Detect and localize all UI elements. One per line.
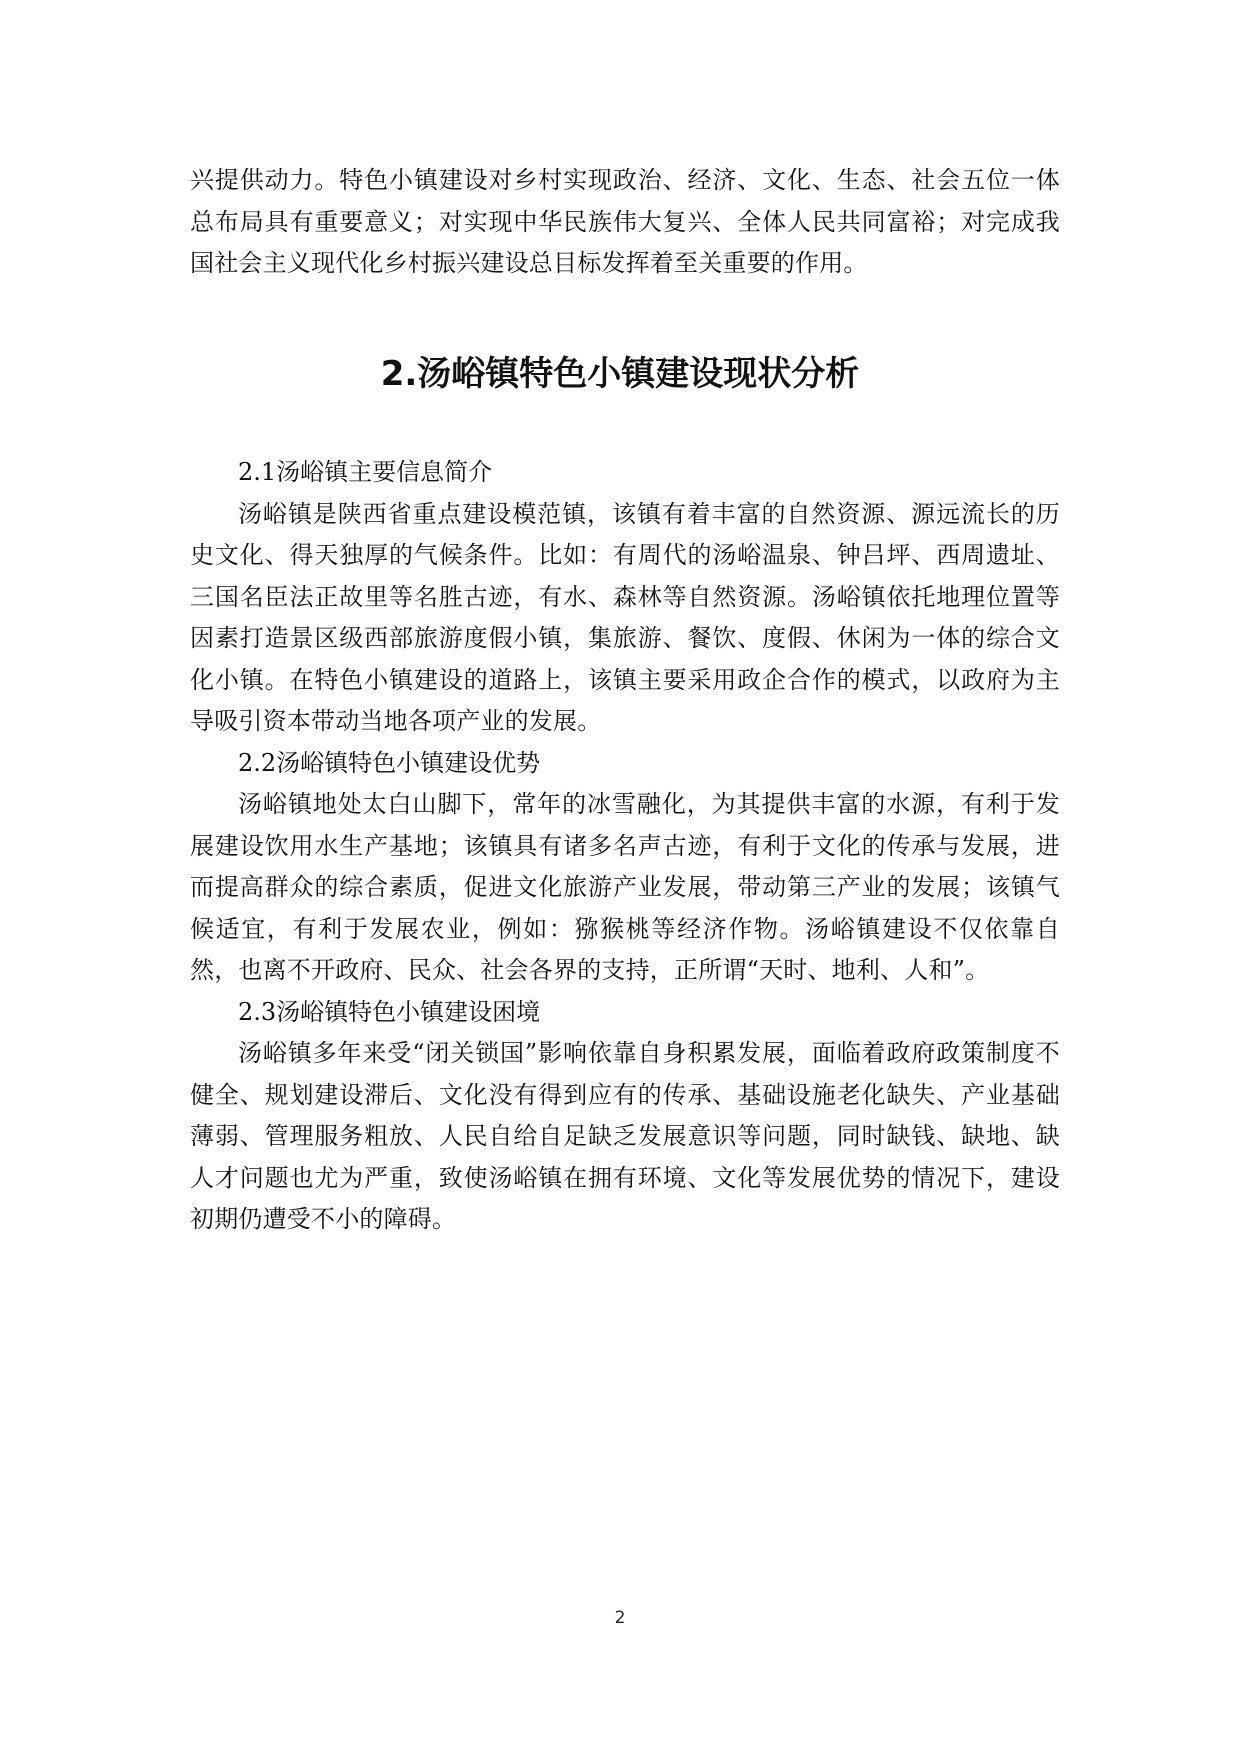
- subsection-heading-2-2: 2.2汤峪镇特色小镇建设优势: [238, 748, 541, 777]
- intro-paragraph: 兴提供动力。特色小镇建设对乡村实现政治、经济、文化、生态、社会五位一体总布局具有重要意义；对实现中华民族伟大复兴、全体人民共同富裕；对完成我国社会主义现代化乡村振兴建设总目标发挥着至关重要的作用。: [190, 166, 1060, 277]
- section-title: 2.汤峪镇特色小镇建设现状分析: [380, 354, 860, 394]
- subsection-heading-2-3: 2.3汤峪镇特色小镇建设困境: [238, 997, 541, 1026]
- page-number: 2: [614, 1608, 626, 1628]
- subsection-heading-2-1: 2.1汤峪镇主要信息简介: [238, 458, 493, 486]
- subsection-paragraph-2-2: 汤峪镇地处太白山脚下，常年的冰雪融化，为其提供丰富的水源，有利于发展建设饮用水生产基地；该镇具有诸多名声古迹，有利于文化的传承与发展，进而提高群众的综合素质，促进文化旅游产业发展，带动第三产业的发展；该镇气候适宜，有利于发展农业，例如：猕猴桃等经济作物。汤峪镇建设不仅依靠自然，也离不开政府、民众、社会各界的支持，正所谓“天时、地利、人和”。: [190, 790, 1060, 984]
- subsection-paragraph-2-3: 汤峪镇多年来受“闭关锁国”影响依靠自身积累发展，面临着政府政策制度不健全、规划建设滞后、文化没有得到应有的传承、基础设施老化缺失、产业基础薄弱、管理服务粗放、人民自给自足缺乏发展意识等问题，同时缺钱、缺地、缺人才问题也尤为严重，致使汤峪镇在拥有环境、文化等发展优势的情况下，建设初期仍遭受不小的障碍。: [190, 1039, 1060, 1233]
- intro-block: [190, 160, 1060, 285]
- subsection-paragraph-2-1: 汤峪镇是陕西省重点建设模范镇，该镇有着丰富的自然资源、源远流长的历史文化、得天独厚的气候条件。比如：有周代的汤峪温泉、钟吕坪、西周遗址、三国名臣法正故里等名胜古迹，有水、森林等自然资源。汤峪镇依托地理位置等因素打造景区级西部旅游度假小镇，集旅游、餐饮、度假、休闲为一体的综合文化小镇。在特色小镇建设的道路上，该镇主要采用政企合作的模式，以政府为主导吸引资本带动当地各项产业的发展。: [190, 499, 1060, 735]
- section-body: [190, 452, 1060, 1241]
